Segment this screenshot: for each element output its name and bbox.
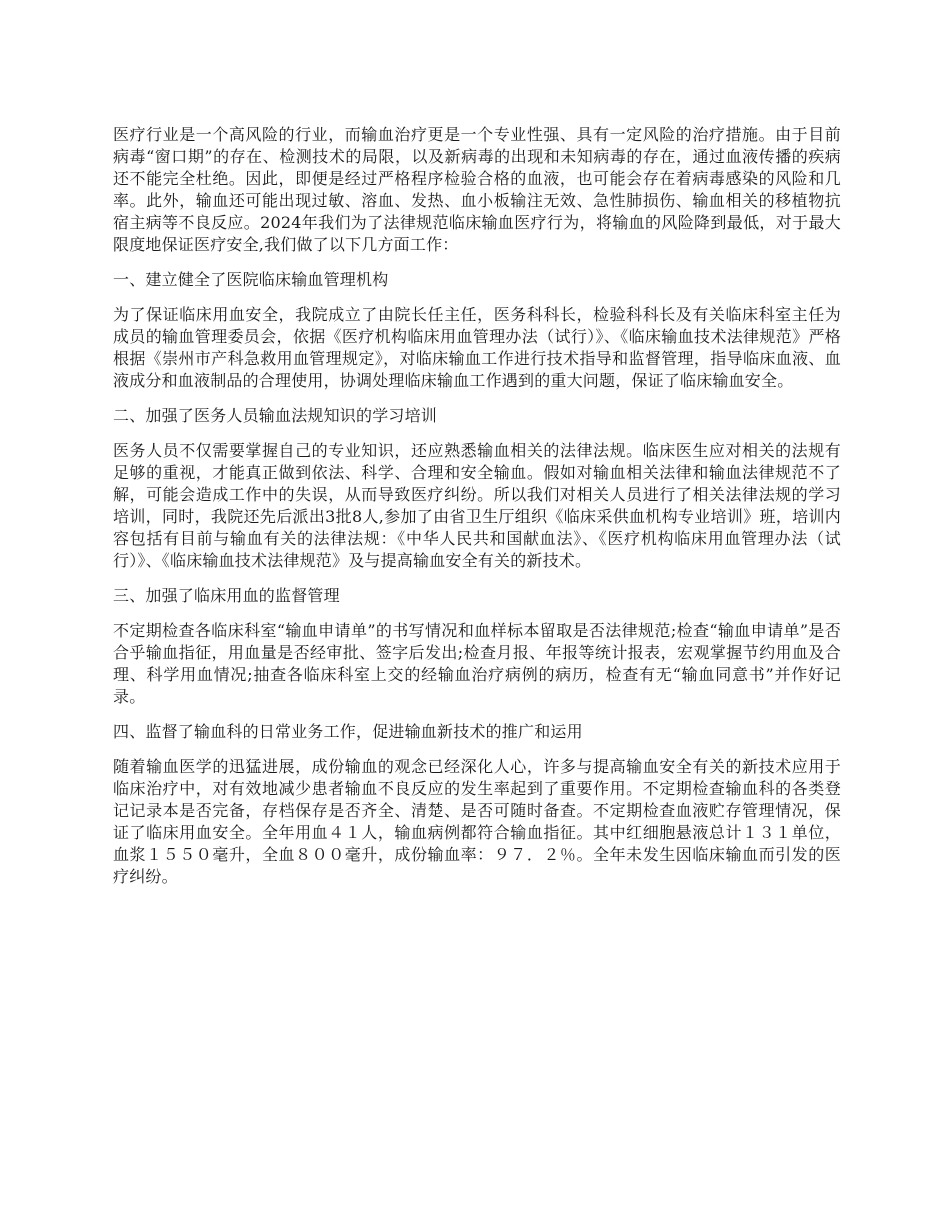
section-3-paragraph: 不定期检查各临床科室“输血申请单”的书写情况和血样标本留取是否法律规范;检查“输血申请单”是否合乎输血指征，用血量是否经审批、签字后发出;检查月报、年报等统计报表，宏观掌握节约用血及合理、科学用血情况;抽查各临床科室上交的经输血治疗病例的病历，检查有无“输血同意书”并作好记录。 xyxy=(113,621,841,706)
section-1-paragraph: 为了保证临床用血安全，我院成立了由院长任主任，医务科科长，检验科科长及有关临床科室主任为成员的输血管理委员会，依据《医疗机构临床用血管理办法（试行）》、《临床输血技术法律规范》严格根据《崇州市产科急救用血管理规定》，对临床输血工作进行技术指导和监督管理，指导临床血液、血液成分和血液制品的合理使用，协调处理临床输血工作遇到的重大问题，保证了临床输血安全。 xyxy=(113,305,841,390)
intro-paragraph: 医疗行业是一个高风险的行业，而输血治疗更是一个专业性强、具有一定风险的治疗措施。由于目前病毒“窗口期”的存在、检测技术的局限，以及新病毒的出现和未知病毒的存在，通过血液传播的疾病还不能完全杜绝。因此，即便是经过严格程序检验合格的血液，也可能会存在着病毒感染的风险和几率。此外，输血还可能出现过敏、溶血、发热、血小板输注无效、急性肺损伤、输血相关的移植物抗宿主病等不良反应。2024年我们为了法律规范临床输血医疗行为，将输血的风险降到最低，对于最大限度地保证医疗安全,我们做了以下几方面工作： xyxy=(113,125,841,254)
section-3-heading: 三、加强了临床用血的监督管理 xyxy=(113,586,340,605)
document-body xyxy=(113,124,841,901)
section-4-heading: 四、监督了输血科的日常业务工作，促进输血新技术的推广和运用 xyxy=(113,722,583,741)
section-4-paragraph: 随着输血医学的迅猛进展，成份输血的观念已经深化人心，许多与提高输血安全有关的新技术应用于临床治疗中，对有效地减少患者输血不良反应的发生率起到了重要作用。不定期检查输血科的各类登记记录本是否完备，存档保存是否齐全、清楚、是否可随时备查。不定期检查血液贮存管理情况，保证了临床用血安全。全年用血４１人，输血病例都符合输血指征。其中红细胞悬液总计１３１单位，血浆１５５０毫升，全血８００毫升，成份输血率：９７．２％。全年未发生因临床输血而引发的医疗纠纷。 xyxy=(113,757,841,886)
section-2-paragraph: 医务人员不仅需要掌握自己的专业知识，还应熟悉输血相关的法律法规。临床医生应对相关的法规有足够的重视，才能真正做到依法、科学、合理和安全输血。假如对输血相关法律和输血法律规范不了解，可能会造成工作中的失误，从而导致医疗纠纷。所以我们对相关人员进行了相关法律法规的学习培训，同时，我院还先后派出3批8人,参加了由省卫生厅组织《临床采供血机构专业培训》班，培训内容包括有目前与输血有关的法律法规：《中华人民共和国献血法》、《医疗机构临床用血管理办法（试行）》、《临床输血技术法律规范》及与提高输血安全有关的新技术。 xyxy=(113,441,841,570)
section-1-heading: 一、建立健全了医院临床输血管理机构 xyxy=(113,270,389,289)
section-2-heading: 二、加强了医务人员输血法规知识的学习培训 xyxy=(113,406,438,425)
